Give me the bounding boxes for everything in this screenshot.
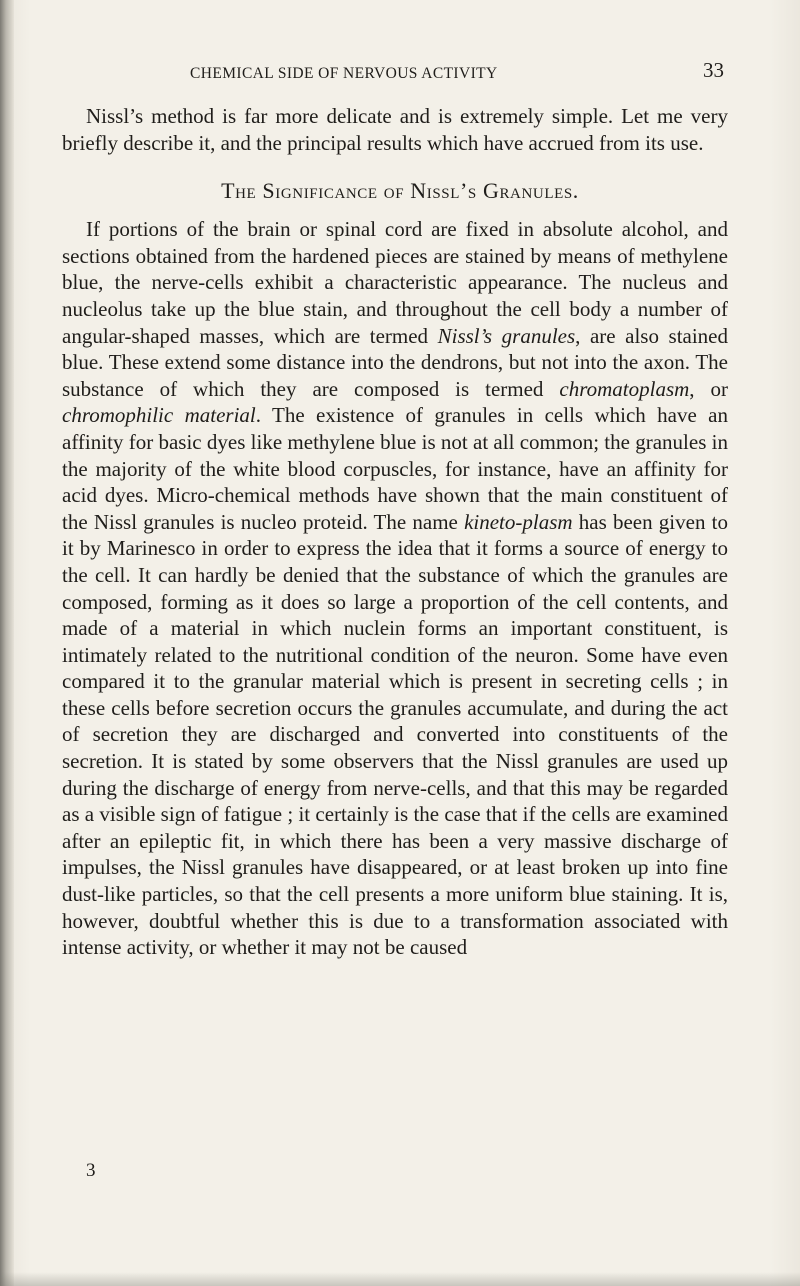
term-nissl-granules: Nissl’s granules: [437, 323, 576, 348]
page-bottom-shadow: [0, 1272, 800, 1286]
page-number: 33: [703, 58, 724, 82]
running-head: CHEMICAL SIDE OF NERVOUS ACTIVITY: [190, 65, 498, 82]
main-paragraph-text-5: has been given to it by Marinesco in order to express the idea that it forms a source of energy to the cell. It can hardly be denied that the substance of which the granules are composed, forming as it does so large a proportion of the cell contents, and made of a material in which nuclein forms an important constituent, is intimately related to the nutritional condition of the neuron. Some have even compared it to the granular material which is present in secreting cells ; in these cells before secretion occurs the granules accumulate, and during the act of secretion they are discharged and converted into constituents of the secretion. It is stated by some observers that the Nissl granules are used up during the discharge of energy from nerve-cells, and that this may be regarded as a visible sign of fatigue ; it certainly is the case that if the cells are examined after an epileptic fit, in which there has been a very massive discharge of impulses, the Nissl granules have disappeared, or at least broken up into fine dust-like particles, so that the cell presents a more uniform blue staining. It is, however, doubtful whether this is due to a transformation associated with intense activity, or whether it may not be caused: [62, 509, 729, 960]
signature-mark: 3: [86, 1160, 96, 1181]
body-text: [62, 103, 728, 961]
main-paragraph-text-2: , are also stained blue. These extend some distance into the dendrons, but not into the axon. The substance of which they are composed is termed: [62, 323, 729, 401]
main-paragraph-text-4: . The existence of granules in cells which have an affinity for basic dyes like methylene blue is not at all common; the granules in the majority of the white blood corpuscles, for instance, have an affinity for acid dyes. Micro-chemical methods have shown that the main constituent of the Nissl granules is nucleo proteid. The name: [62, 403, 728, 534]
intro-paragraph: Nissl’s method is far more delicate and is extremely simple. Let me very briefly describe it, and the principal results which have accrued from its use.: [62, 104, 728, 155]
main-paragraph-text-3: , or: [689, 376, 728, 401]
term-chromophilic-material: chromophilic material: [62, 403, 256, 428]
term-chromatoplasm: chromatoplasm: [559, 376, 690, 401]
main-paragraph: [62, 216, 728, 961]
main-paragraph-text-1: If portions of the brain or spinal cord are fixed in absolute alcohol, and sections obtained from the hardened pieces are stained by means of methylene blue, the nerve-cells exhibit a characteristic appearance. The nucleus and nucleolus take up the blue stain, and throughout the cell body a number of angular-shaped masses, which are termed: [62, 217, 728, 348]
section-heading: The Significance of Nissl’s Granules.: [221, 178, 579, 204]
page-binding-shadow: [0, 0, 14, 1286]
term-kineto-plasm: kineto-plasm: [464, 509, 573, 534]
